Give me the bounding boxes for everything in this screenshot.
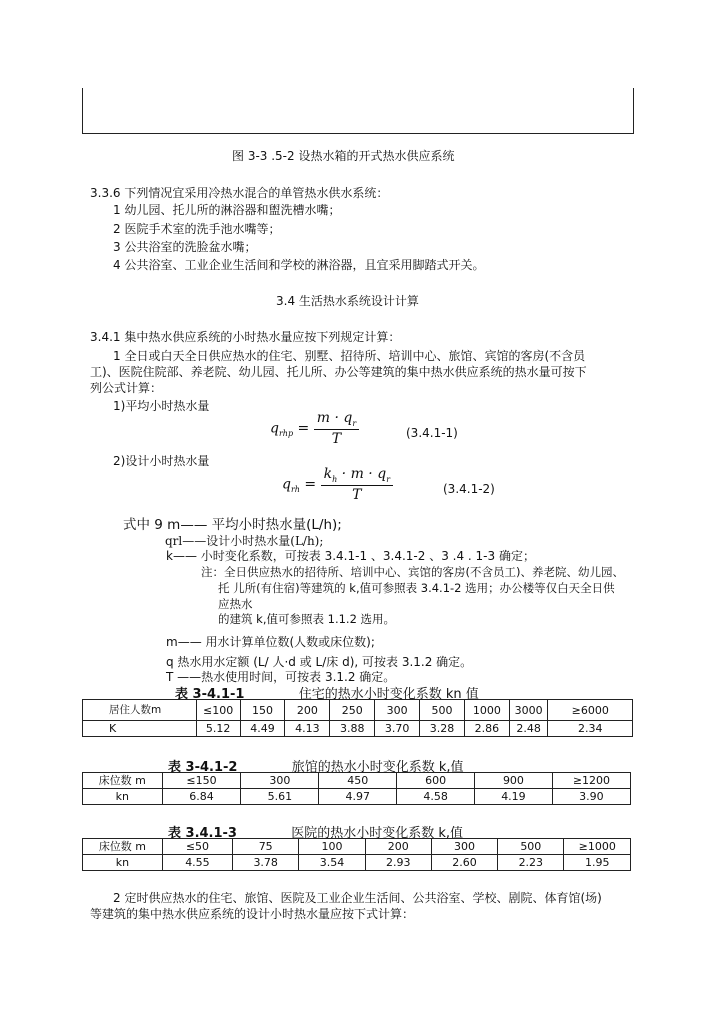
table-row [83, 773, 631, 789]
paragraph-line: 1 全日或白天全日供应热水的住宅、别墅、招待所、培训中心、旅馆、宾馆的客房(不含员 [113, 349, 586, 363]
table-header-cell: 1000 [464, 700, 509, 721]
symbol-definition: 式中 9 m—— 平均小时热水量(L/h); [123, 517, 342, 533]
table-cell: 1.95 [564, 855, 631, 871]
table-cell: 2.34 [548, 721, 633, 737]
table-cell: 3.54 [299, 855, 365, 871]
table-3-title: 医院的热水小时变化系数 k,值 [291, 826, 464, 841]
table-2-number: 表 3-4.1-2 [168, 760, 238, 775]
table-header-cell: ≤100 [196, 700, 240, 721]
symbol-definition: T ——热水使用时间，可按表 3.1.2 确定。 [166, 670, 396, 684]
table-cell: 3.28 [420, 721, 465, 737]
symbol-definition: k—— 小时变化系数，可按表 3.4.1-1 、3.4.1-2 、3 .4 . 1-3 确定； [166, 549, 535, 563]
table-header-cell: 300 [431, 839, 497, 855]
paragraph-line: 2 定时供应热水的住宅、旅馆、医院及工业企业生活间、公共浴室、学校、剧院、体育馆(场) [113, 891, 602, 905]
table-cell: 3.70 [375, 721, 420, 737]
table-row-label: kn [83, 855, 163, 871]
table-header-cell: 250 [330, 700, 375, 721]
item-average-hourly: 1)平均小时热水量 [113, 399, 210, 413]
table-header-cell: 150 [240, 700, 285, 721]
table-row-label: K [83, 721, 197, 737]
note-line: 应热水 [218, 597, 253, 611]
figure-caption: 图 3-3 .5-2 设热水箱的开式热水供应系统 [232, 149, 455, 163]
table-cell: 2.23 [498, 855, 564, 871]
table-header-cell: 300 [241, 773, 319, 789]
table-header-cell: ≥1000 [564, 839, 631, 855]
table-header-cell: 200 [285, 700, 330, 721]
table-row [83, 839, 631, 855]
symbol-definition: q 热水用水定额 (L/ 人·d 或 L/床 d), 可按表 3.1.2 确定。 [166, 655, 473, 669]
note-line: 注：全日供应热水的招待所、培训中心、宾馆的客房(不含员工)、养老院、幼儿园、 [201, 565, 624, 579]
section-title: 3.4 生活热水系统设计计算 [276, 294, 419, 308]
symbol-definition: qrl——设计小时热水量(L/h); [165, 534, 324, 548]
equation-number: (3.4.1-1) [406, 426, 458, 440]
table-cell: 4.13 [285, 721, 330, 737]
item-design-hourly: 2)设计小时热水量 [113, 454, 210, 468]
clause-3-3-6-heading: 3.3.6 下列情况宜采用冷热水混合的单管热水供水系统： [90, 186, 389, 200]
table-row [83, 855, 631, 871]
table-header-cell: 450 [319, 773, 397, 789]
clause-3-3-6-item: 1 幼儿园、托儿所的淋浴器和盥洗槽水嘴； [113, 203, 341, 217]
clause-3-3-6-item: 3 公共浴室的洗脸盆水嘴； [113, 240, 257, 254]
table-cell: 2.86 [464, 721, 509, 737]
table-header-cell: 75 [233, 839, 299, 855]
table-row-label: kn [83, 789, 163, 805]
figure-frame [82, 88, 634, 134]
table-header-cell: 900 [475, 773, 553, 789]
table-cell: 5.12 [196, 721, 240, 737]
table-header-cell: ≥1200 [552, 773, 630, 789]
clause-3-3-6-item: 2 医院手术室的洗手池水嘴等； [113, 222, 281, 236]
table-cell: 2.60 [431, 855, 497, 871]
table-1-title: 住宅的热水小时变化系数 kn 值 [298, 687, 479, 702]
table-row [83, 700, 633, 721]
table-cell: 5.61 [241, 789, 319, 805]
equation-design-hourly: $q_{rh}$ = $\frac{k_h \cdot m \cdot q_r}{T}$ [282, 466, 393, 503]
table-cell: 3.78 [233, 855, 299, 871]
note-line: 的建筑 k,值可参照表 1.1.2 选用。 [218, 612, 396, 626]
table-cell: 4.49 [240, 721, 285, 737]
table-cell: 3.88 [330, 721, 375, 737]
table-header-cell: ≤50 [162, 839, 232, 855]
table-1 [82, 699, 633, 737]
symbol-definition: m—— 用水计算单位数(人数或床位数); [166, 635, 375, 649]
table-row [83, 789, 631, 805]
note-line: 托 儿所(有住宿)等建筑的 k,值可参照表 3.4.1-2 选用；办公楼等仅白天全日供 [218, 581, 615, 595]
paragraph-line: 列公式计算： [90, 381, 163, 395]
table-header-cell: 床位数 m [83, 839, 163, 855]
clause-3-4-1-heading: 3.4.1 集中热水供应系统的小时热水量应按下列规定计算： [90, 330, 401, 344]
table-cell: 4.97 [319, 789, 397, 805]
table-cell: 3.90 [552, 789, 630, 805]
table-cell: 2.93 [365, 855, 431, 871]
table-header-cell: 3000 [509, 700, 548, 721]
table-header-cell: 500 [498, 839, 564, 855]
table-header-cell: ≤150 [162, 773, 241, 789]
table-3 [82, 838, 631, 871]
table-2-title: 旅馆的热水小时变化系数 k,值 [291, 760, 464, 775]
table-3-number: 表 3.4.1-3 [168, 826, 237, 841]
paragraph-line: 工)、医院住院部、养老院、幼儿园、托儿所、办公等建筑的集中热水供应系统的热水量可按下 [90, 365, 587, 379]
table-row [83, 721, 633, 737]
table-cell: 4.55 [162, 855, 232, 871]
table-header-cell: 500 [420, 700, 465, 721]
table-header-cell: 300 [375, 700, 420, 721]
clause-3-3-6-item: 4 公共浴室、工业企业生活间和学校的淋浴器，且宜采用脚踏式开关。 [113, 258, 485, 272]
table-header-cell: 床位数 m [83, 773, 163, 789]
table-2 [82, 772, 631, 805]
table-1-number: 表 3-4.1-1 [175, 687, 245, 702]
table-header-cell: 600 [397, 773, 475, 789]
table-header-cell: 居住人数m [83, 700, 197, 721]
table-cell: 4.19 [475, 789, 553, 805]
table-cell: 2.48 [509, 721, 548, 737]
table-header-cell: 100 [299, 839, 365, 855]
table-cell: 4.58 [397, 789, 475, 805]
table-header-cell: ≥6000 [548, 700, 633, 721]
paragraph-line: 等建筑的集中热水供应系统的设计小时热水量应按下式计算： [90, 907, 415, 921]
equation-number: (3.4.1-2) [443, 482, 495, 496]
table-header-cell: 200 [365, 839, 431, 855]
equation-average-hourly: $q_{rhp}$ = $\frac{m \cdot q_r}{T}$ [270, 410, 359, 447]
table-cell: 6.84 [162, 789, 241, 805]
